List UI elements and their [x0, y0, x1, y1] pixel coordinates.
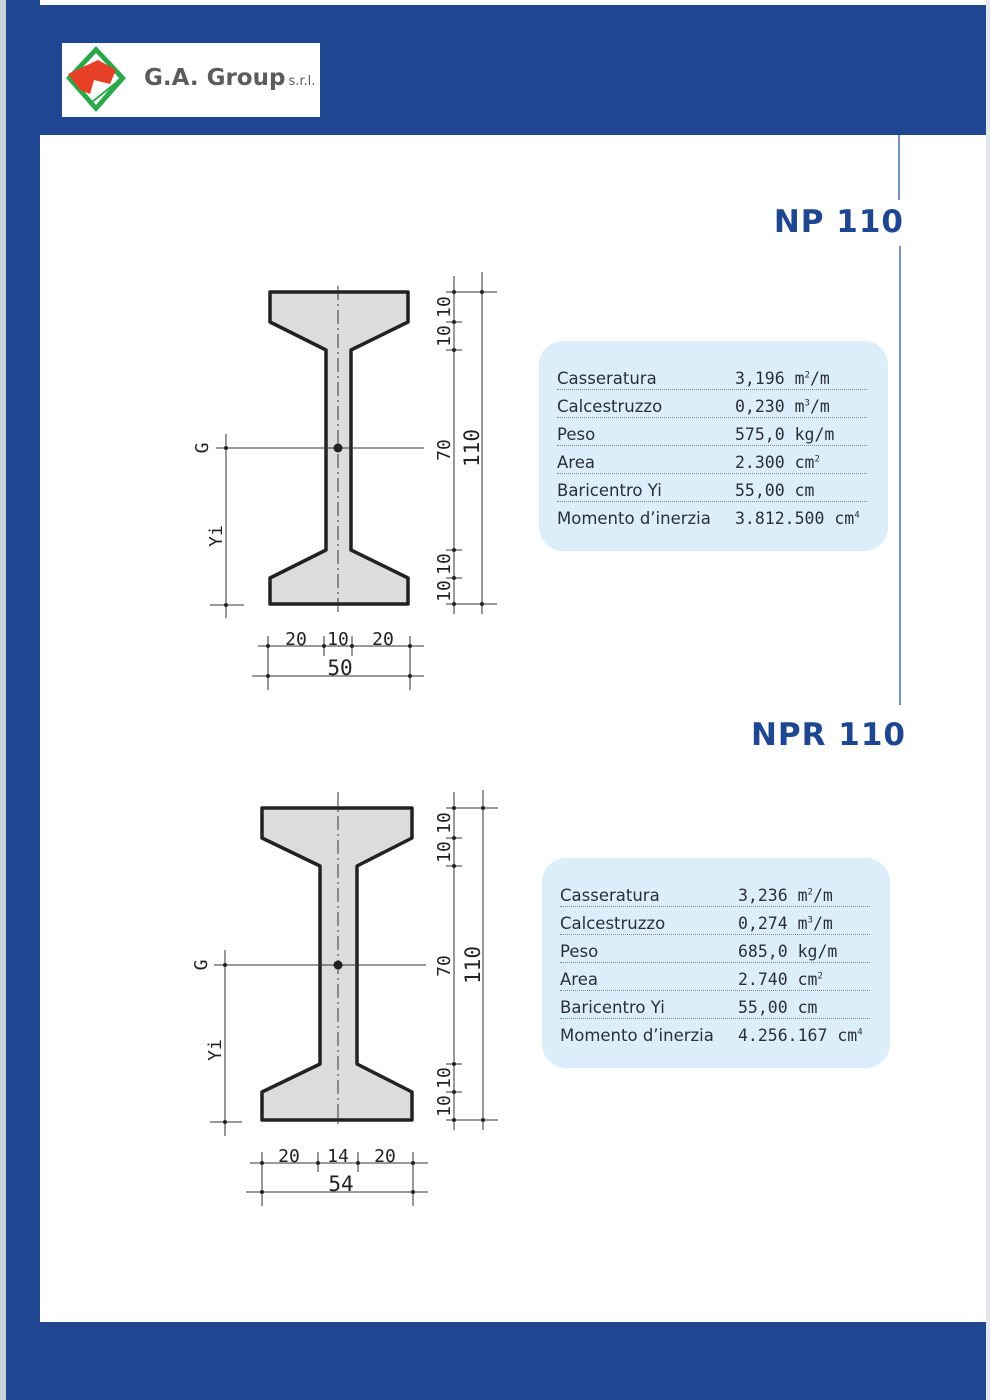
spec-label: Casseratura [557, 369, 657, 388]
spec-label: Calcestruzzo [557, 397, 663, 416]
np110-dim-top-1: 10 [434, 296, 455, 318]
spec-value: 3,196 $m^2/m$ [735, 369, 830, 388]
npr110-centroid-label: G [191, 959, 212, 971]
npr110-dim-web-width: 14 [327, 1146, 349, 1167]
np110-total-width: 50 [327, 656, 353, 680]
spec-row [557, 449, 867, 474]
npr110-dim-web: 70 [434, 955, 455, 977]
company-suffix: s.r.l. [288, 74, 316, 89]
spec-label: Baricentro Yi [560, 998, 665, 1017]
spec-row [560, 994, 870, 1019]
spec-value: 3.812.500 $cm^4$ [735, 509, 860, 528]
spec-row [557, 393, 867, 418]
np110-dim-top-2: 10 [434, 325, 455, 347]
spec-label: Peso [557, 425, 596, 444]
spec-row [560, 938, 870, 963]
spec-label: Area [557, 453, 595, 472]
np110-dim-bottom-1: 10 [434, 553, 455, 575]
npr110-total-width: 54 [328, 1172, 354, 1196]
spec-label: Momento d’inerzia [557, 509, 711, 528]
npr110-yi-label: Yi [205, 1039, 226, 1061]
npr110-dim-top-2: 10 [434, 841, 455, 863]
company-name-text: G.A. Group [144, 65, 286, 91]
section-title-np110: NP 110 [773, 204, 904, 240]
spec-row [557, 421, 867, 446]
section-title-npr110: NPR 110 [750, 717, 906, 753]
np110-dim-web-width: 10 [327, 629, 349, 650]
np110-dim-flange-left: 20 [285, 629, 307, 650]
spec-value: 575,0 kg/m [735, 425, 835, 444]
spec-label: Baricentro Yi [557, 481, 662, 500]
npr110-dim-bottom-1: 10 [434, 1067, 455, 1089]
np110-dim-flange-right: 20 [372, 629, 394, 650]
spec-row [557, 505, 867, 529]
np110-centroid-label: G [192, 442, 213, 454]
np110-dim-bottom-2: 10 [434, 580, 455, 602]
spec-value: 55,00 cm [738, 998, 818, 1017]
spec-row [560, 882, 870, 907]
spec-label: Area [560, 970, 598, 989]
spec-row [560, 1022, 870, 1046]
spec-value: 0,274 $m^3/m$ [738, 914, 833, 933]
spec-value: 4.256.167 $cm^4$ [738, 1026, 863, 1045]
npr110-dim-flange-right: 20 [374, 1146, 396, 1167]
npr110-total-height: 110 [461, 946, 485, 984]
npr110-dim-bottom-2: 10 [434, 1095, 455, 1117]
spec-label: Calcestruzzo [560, 914, 666, 933]
np110-spec-card [539, 341, 888, 551]
spec-row [557, 477, 867, 502]
spec-row [560, 966, 870, 991]
spec-label: Casseratura [560, 886, 660, 905]
spec-value: 2.300 $cm^2$ [735, 453, 820, 472]
npr110-dim-flange-left: 20 [278, 1146, 300, 1167]
npr110-spec-card [542, 858, 890, 1068]
spec-row [560, 910, 870, 935]
spec-value: 55,00 cm [735, 481, 815, 500]
spec-row [557, 365, 867, 390]
spec-label: Peso [560, 942, 599, 961]
np110-yi-label: Yi [206, 525, 227, 547]
spec-value: 2.740 $cm^2$ [738, 970, 823, 989]
spec-value: 0,230 $m^3/m$ [735, 397, 830, 416]
np110-total-height: 110 [460, 429, 484, 467]
np110-dim-web: 70 [434, 439, 455, 461]
spec-value: 685,0 kg/m [738, 942, 838, 961]
spec-value: 3,236 $m^2/m$ [738, 886, 833, 905]
npr110-dim-top-1: 10 [434, 812, 455, 834]
spec-label: Momento d’inerzia [560, 1026, 714, 1045]
